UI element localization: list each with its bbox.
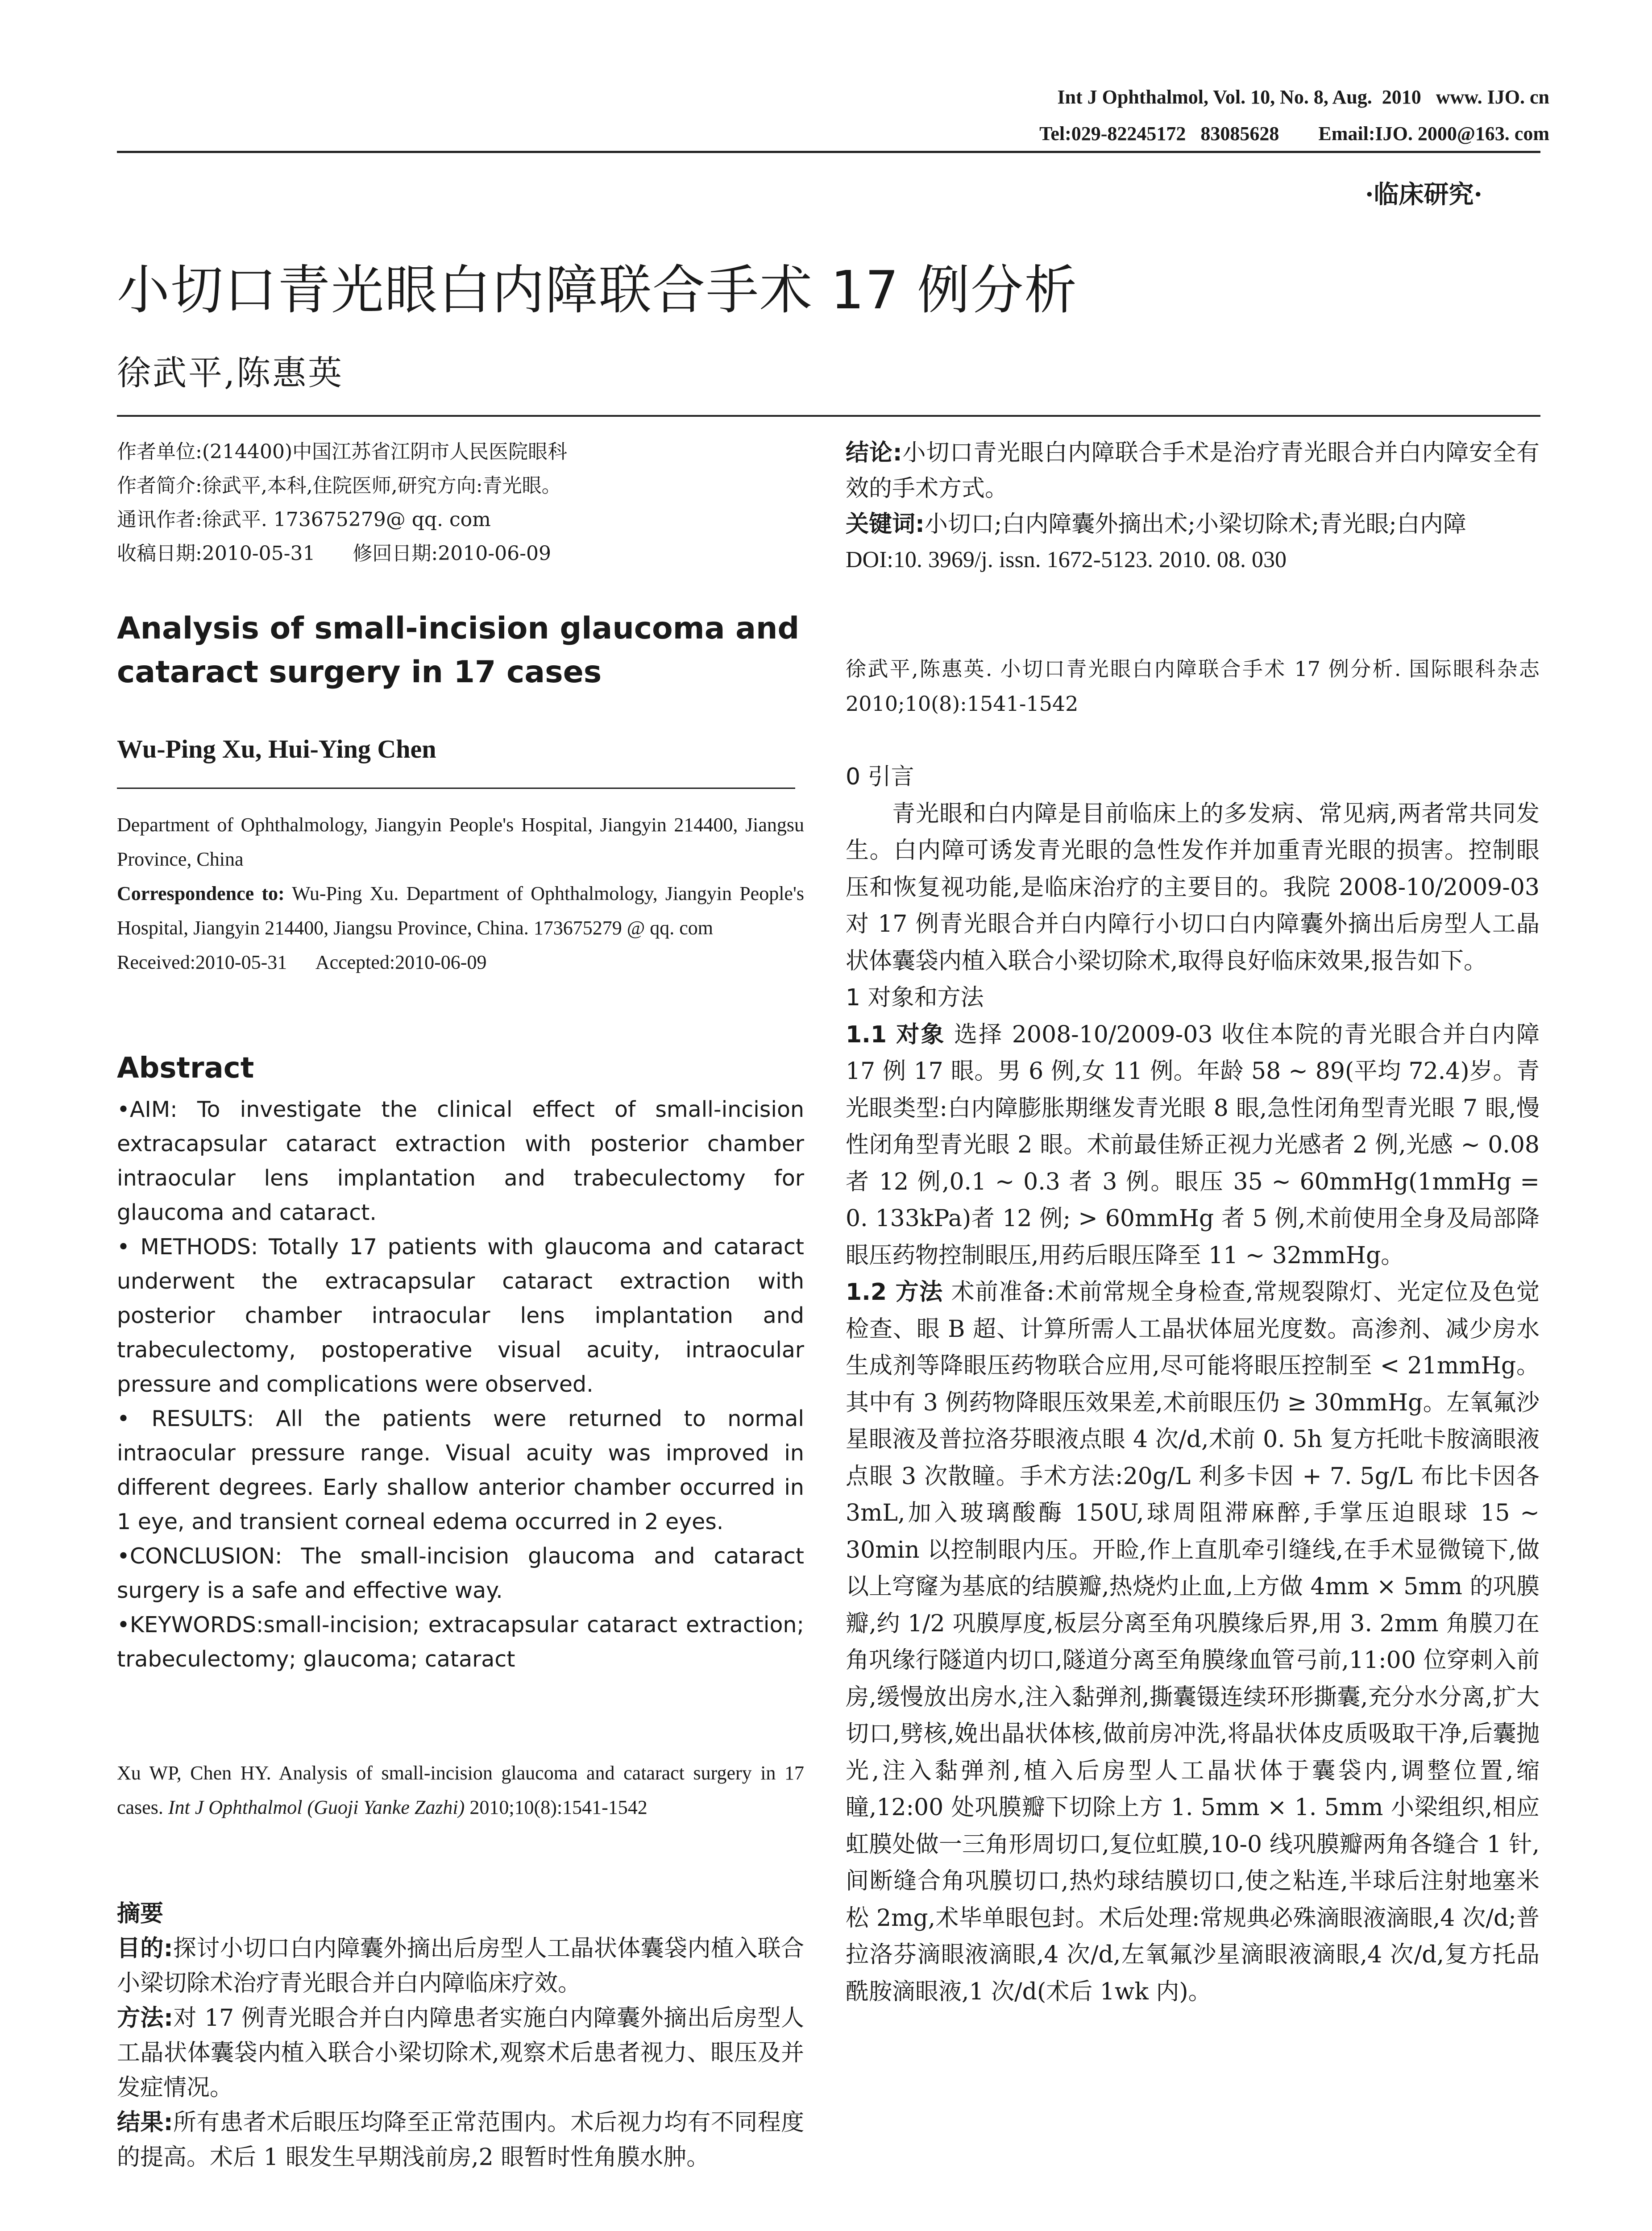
journal-header-line1: Int J Ophthalmol, Vol. 10, No. 8, Aug. 2010 www. IJO. cn	[1057, 86, 1549, 108]
abstract-methods	[117, 1230, 804, 1402]
correspondence	[117, 876, 804, 945]
citation-en-pre: Xu WP, Chen HY. Analysis of small-incision glaucoma and cataract surgery in 17 cases.	[117, 1762, 804, 1818]
section-tag: ·临床研究·	[1365, 180, 1482, 209]
affiliation: Department of Ophthalmology, Jiangyin People's Hospital, Jiangyin 214400, Jiangsu Province, China	[117, 814, 804, 870]
keywords-text: small-incision; extracapsular cataract extraction; trabeculectomy; glaucoma; cataract	[117, 1612, 804, 1672]
intro-heading: 0 引言	[846, 763, 914, 790]
aim-cn-text: 探讨小切口白内障囊外摘出后房型人工晶状体囊袋内植入联合小梁切除术治疗青光眼合并白内障临床疗效。	[117, 1935, 804, 1997]
citation-en	[117, 1756, 804, 1825]
results-text: All the patients were returned to normal intraocular pressure range. Visual acuity was improved in different degrees. Early shallow anterior chamber occurred in 1 eye, and transient corneal edema occurred in 2 eyes.	[117, 1406, 804, 1534]
section1-2-label: 1.2 方法	[846, 1279, 943, 1306]
journal-header-line2: Tel:029-82245172 83085628 Email:IJO. 2000@163. com	[1039, 123, 1549, 145]
section1-1-label: 1.1 对象	[846, 1021, 946, 1048]
title-rule	[117, 415, 1540, 417]
correspondence-label: Correspondence to:	[117, 883, 285, 904]
english-title: Analysis of small-incision glaucoma and cataract surgery in 17 cases	[117, 611, 800, 690]
citation-en-journal: Int J Ophthalmol (Guoji Yanke Zazhi)	[168, 1796, 465, 1818]
citation-en-post: 2010;10(8):1541-1542	[465, 1796, 648, 1818]
conclusion-label: •CONCLUSION:	[117, 1543, 282, 1569]
results-cn-text: 所有患者术后眼压均降至正常范围内。术后视力均有不同程度的提高。术后 1 眼发生早期浅前房,2 眼暂时性角膜水肿。	[117, 2109, 804, 2171]
conclusion-cn-text: 小切口青光眼白内障联合手术是治疗青光眼合并白内障安全有效的手术方式。	[846, 440, 1540, 502]
english-affiliation-block	[117, 808, 804, 979]
section1-2-text: 术前准备:术前常规全身检查,常规裂隙灯、光定位及色觉检查、眼 B 超、计算所需人工晶状体屈光度数。高渗剂、减少房水生成剂等降眼压药物联合应用,尽可能将眼压控制至 < 21mmHg。其中有 3 例药物降眼压效果差,术前眼压仍 ≥ 30mmHg。左氧氟沙星眼液及普拉洛芬眼液点眼 4 次/d,术前 0. 5h 复方托吡卡胺滴眼液点眼 3 次散瞳。手术方法:20g/L 利多卡因 + 7. 5g/L 布比卡因各 3mL,加入玻璃酸酶 150U,球周阻滞麻醉,手掌压迫眼球 15 ~ 30min 以控制眼内压。开睑,作上直肌牵引缝线,在手术显微镜下,做以上穹窿为基底的结膜瓣,热烧灼止血,上方做 4mm × 5mm 的巩膜瓣,约 1/2 巩膜厚度,板层分离至角巩膜缘后界,用 3. 2mm 角膜刀在角巩缘行隧道内切口,隧道分离至角膜缘血管弓前,11:00 位穿刺入前房,缓慢放出房水,注入黏弹剂,撕囊镊连续环形撕囊,充分水分离,扩大切口,劈核,娩出晶状体核,做前房冲洗,将晶状体皮质吸取干净,后囊抛光,注入黏弹剂,植入后房型人工晶状体于囊袋内,调整位置,缩瞳,12:00 处巩膜瓣下切除上方 1. 5mm × 1. 5mm 小梁组织,相应虹膜处做一三角形周切口,复位虹膜,10-0 线巩膜瓣两角各缝合 1 针,间断缝合角巩膜切口,热灼球结膜切口,使之粘连,半球后注射地塞米松 2mg,术毕单眼包封。术后处理:常规典必殊滴眼液滴眼,4 次/d;普拉洛芬滴眼液滴眼,4 次/d,左氧氟沙星滴眼液滴眼,4 次/d,复方托品酰胺滴眼液,1 次/d(术后 1wk 内)。	[846, 1279, 1540, 2005]
abstract-conclusion	[117, 1539, 804, 1608]
abstract-heading: Abstract	[117, 1052, 254, 1085]
authors-rule	[117, 788, 795, 789]
section1-heading: 1 对象和方法	[846, 984, 984, 1011]
aim-cn-label: 目的:	[117, 1935, 173, 1962]
citation-cn: 徐武平,陈惠英. 小切口青光眼白内障联合手术 17 例分析. 国际眼科杂志 2010;10(8):1541-1542	[846, 657, 1540, 716]
section1-1-text: 选择 2008-10/2009-03 收住本院的青光眼合并白内障 17 例 17 眼。男 6 例,女 11 例。年龄 58 ~ 89(平均 72.4)岁。青光眼类型:白内障膨胀期继发青光眼 8 眼,急性闭角型青光眼 7 眼,慢性闭角型青光眼 2 眼。术前最佳矫正视力光感者 2 例,光感 ~ 0.08 者 12 例,0.1 ~ 0.3 者 3 例。眼压 35 ~ 60mmHg(1mmHg = 0. 133kPa)者 12 例; > 60mmHg 者 5 例,术前使用全身及局部降眼压药物控制眼压,用药后眼压降至 11 ~ 32mmHg。	[846, 1021, 1540, 1269]
keywords-label: •KEYWORDS:	[117, 1612, 264, 1638]
author-unit: 作者单位:(214400)中国江苏省江阴市人民医院眼科	[117, 440, 568, 463]
header-rule	[117, 151, 1540, 153]
aim-label: •AIM:	[117, 1097, 178, 1122]
author-meta-cn	[117, 435, 813, 571]
intro-paragraph: 青光眼和白内障是目前临床上的多发病、常见病,两者常共同发生。白内障可诱发青光眼的急性发作并加重青光眼的损害。控制眼压和恢复视功能,是临床治疗的主要目的。我院 2008-10/2009-03 对 17 例青光眼合并白内障行小切口白内障囊外摘出后房型人工晶状体囊袋内植入联合小梁切除术,取得良好临床效果,报告如下。	[846, 800, 1540, 975]
keywords-cn-text: 小切口;白内障囊外摘出术;小梁切除术;青光眼;白内障	[924, 511, 1466, 538]
conclusion-cn-label: 结论:	[846, 440, 902, 466]
abstract-cn-continued	[846, 435, 1540, 578]
abstract-cn-heading: 摘要	[117, 1900, 164, 1927]
methods-cn-text: 对 17 例青光眼合并白内障患者实施白内障囊外摘出后房型人工晶状体囊袋内植入联合小梁切除术,观察术后患者视力、眼压及并发症情况。	[117, 2005, 805, 2101]
section1-1	[846, 1016, 1540, 1274]
correspondence-text: Wu-Ping Xu. Department of Ophthalmology, Jiangyin People's Hospital, Jiangyin 214400, Jiangsu Province, China. 173675279 @ qq. com	[117, 883, 804, 939]
abstract-keywords	[117, 1608, 804, 1676]
abstract-results	[117, 1402, 804, 1539]
received-dates-cn: 收稿日期:2010-05-31 修回日期:2010-06-09	[117, 542, 551, 565]
methods-cn-label: 方法:	[117, 2005, 173, 2032]
results-cn-label: 结果:	[117, 2109, 173, 2136]
aim-text: To investigate the clinical effect of small-incision extracapsular cataract extraction with posterior chamber intraocular lens implantation and trabeculectomy for glaucoma and cataract.	[117, 1097, 804, 1225]
paper-title: 小切口青光眼白内障联合手术 17 例分析	[117, 259, 1078, 321]
body-text	[846, 759, 1540, 2010]
doi: DOI:10. 3969/j. issn. 1672-5123. 2010. 08. 030	[846, 547, 1287, 572]
abstract-cn-keywords	[846, 506, 1540, 542]
authors-cn: 徐武平,陈惠英	[117, 353, 344, 393]
methods-text: Totally 17 patients with glaucoma and cataract underwent the extracapsular cataract extraction with posterior chamber intraocular lens implantation and trabeculectomy, postoperative visual acuity, intraocular pressure and complications were observed.	[117, 1234, 804, 1397]
abstract-cn-methods	[117, 2001, 804, 2105]
results-label: • RESULTS:	[117, 1406, 254, 1431]
abstract-cn	[117, 1896, 804, 2175]
author-bio: 作者简介:徐武平,本科,住院医师,研究方向:青光眼。	[117, 474, 561, 497]
methods-label: • METHODS:	[117, 1234, 258, 1260]
abstract-cn-results	[117, 2105, 804, 2175]
abstract-aim	[117, 1092, 804, 1230]
received-accepted: Received:2010-05-31 Accepted:2010-06-09	[117, 951, 487, 973]
english-authors: Wu-Ping Xu, Hui-Ying Chen	[117, 734, 436, 763]
conclusion-text: The small-incision glaucoma and cataract surgery is a safe and effective way.	[117, 1543, 804, 1603]
abstract-cn-conclusion	[846, 435, 1540, 506]
section1-2	[846, 1274, 1540, 2010]
abstract-cn-aim	[117, 1931, 804, 2001]
keywords-cn-label: 关键词:	[846, 511, 925, 538]
author-corr: 通讯作者:徐武平. 173675279@ qq. com	[117, 508, 491, 531]
abstract-en	[117, 1092, 804, 1676]
